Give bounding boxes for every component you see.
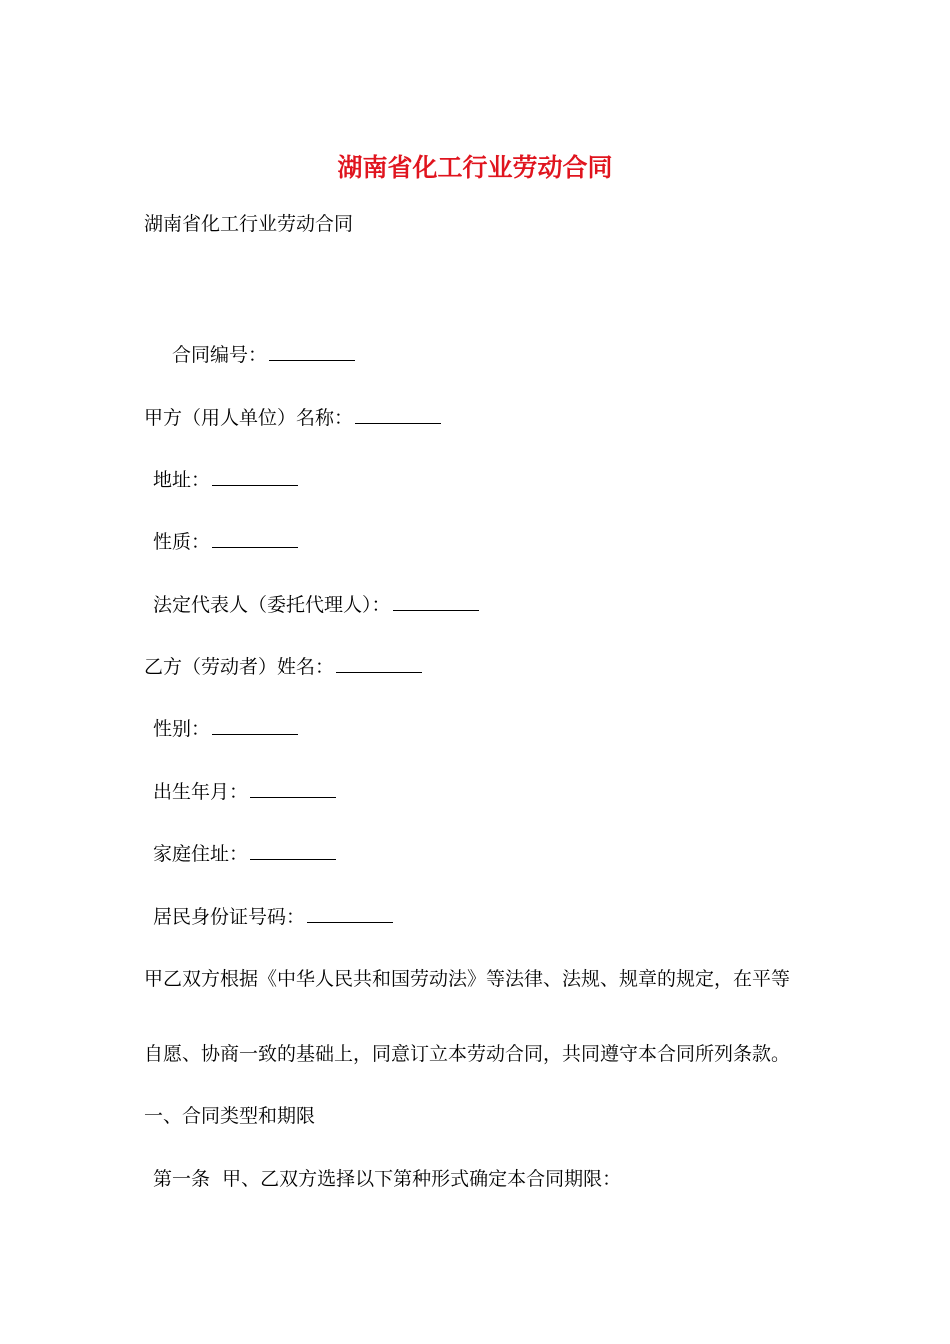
article-1: 第一条 甲、乙双方选择以下第种形式确定本合同期限： xyxy=(153,1168,622,1190)
party-b-name-label: 乙方（劳动者）姓名： xyxy=(144,656,335,678)
contract-number-label: 合同编号： xyxy=(172,344,268,366)
party-b-name-field xyxy=(144,654,422,680)
contract-number-blank xyxy=(269,342,355,361)
home-address-label: 家庭住址： xyxy=(153,843,249,865)
nature-blank xyxy=(212,529,298,548)
home-address-field xyxy=(153,841,336,867)
gender-field xyxy=(153,716,298,742)
nature-field xyxy=(153,529,298,555)
id-number-label: 居民身份证号码： xyxy=(153,906,306,928)
birth-label: 出生年月： xyxy=(153,781,249,803)
gender-blank xyxy=(212,716,298,735)
party-b-name-blank xyxy=(336,654,422,673)
paragraph-line-1: 甲乙双方根据《中华人民共和国劳动法》等法律、法规、规章的规定，在平等 xyxy=(144,968,791,990)
party-a-name-blank xyxy=(355,405,441,424)
party-a-name-label: 甲方（用人单位）名称： xyxy=(144,407,354,429)
address-label: 地址： xyxy=(153,469,211,491)
section-heading: 一、合同类型和期限 xyxy=(144,1105,316,1127)
party-a-name-field xyxy=(144,405,441,431)
birth-field xyxy=(153,779,336,805)
legal-rep-blank xyxy=(393,592,479,611)
address-field xyxy=(153,467,298,493)
id-number-field xyxy=(153,904,393,930)
legal-rep-label: 法定代表人（委托代理人）： xyxy=(153,594,391,616)
contract-number-field xyxy=(172,342,355,368)
document-title: 湖南省化工行业劳动合同 xyxy=(337,153,613,182)
paragraph-line-2: 自愿、协商一致的基础上，同意订立本劳动合同，共同遵守本合同所列条款。 xyxy=(144,1043,791,1065)
nature-label: 性质： xyxy=(153,531,211,553)
document-subtitle: 湖南省化工行业劳动合同 xyxy=(144,213,354,235)
birth-blank xyxy=(250,779,336,798)
id-number-blank xyxy=(307,904,393,923)
legal-rep-field xyxy=(153,592,479,618)
gender-label: 性别： xyxy=(153,718,211,740)
home-address-blank xyxy=(250,841,336,860)
address-blank xyxy=(212,467,298,486)
